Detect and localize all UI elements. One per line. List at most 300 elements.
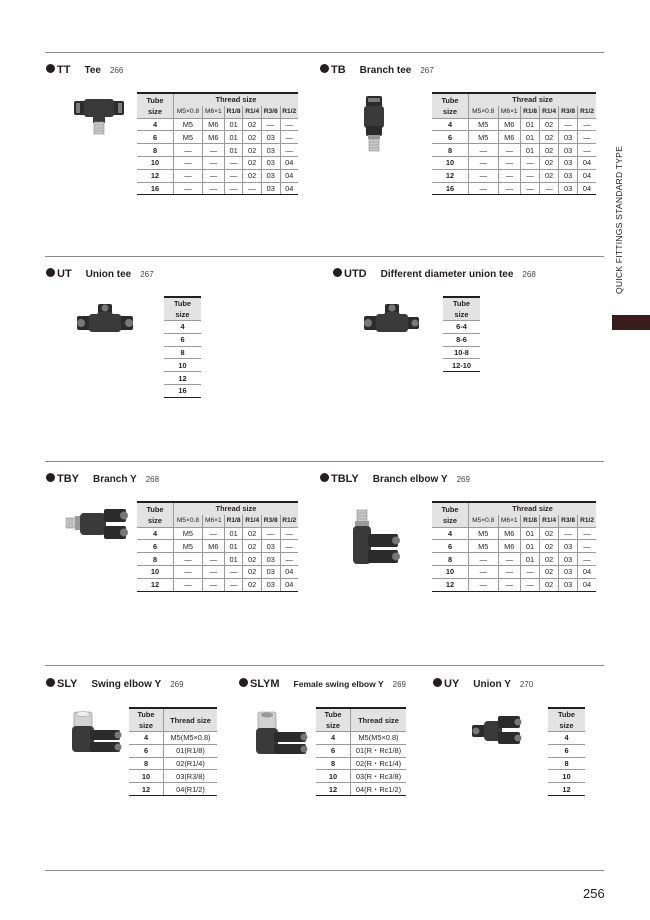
table-row — [129, 770, 217, 783]
divider — [45, 52, 604, 53]
section-title-tby: TBY Branch Y 268 — [46, 473, 159, 485]
table-cell: 03 — [559, 131, 578, 144]
table-cell: — — [521, 565, 540, 578]
table-cell: 02 — [243, 527, 262, 540]
table-row — [432, 156, 596, 169]
table-cell: 4 — [137, 527, 174, 540]
table-cell: — — [280, 540, 298, 553]
table-cell: 8 — [137, 144, 174, 157]
table-cell: 03(R・Rc3/8) — [351, 770, 407, 783]
table-row — [316, 770, 406, 783]
spec-table-sly — [129, 707, 217, 796]
spec-table-ut — [164, 296, 201, 398]
table-row — [432, 578, 596, 591]
table-cell: 03 — [261, 131, 280, 144]
table-cell: 04 — [280, 565, 298, 578]
table-cell: 02 — [540, 169, 559, 182]
table-header-cell: Tube size — [316, 708, 351, 732]
table-cell: M5(M5×0.8) — [351, 732, 407, 745]
table-cell: 10 — [164, 359, 201, 372]
spec-table-tb — [432, 92, 596, 195]
table-cell: 03 — [261, 540, 280, 553]
table-header-cell: R3/8 — [261, 515, 280, 527]
tee-fitting-image — [72, 93, 128, 137]
table-cell: 02 — [243, 118, 262, 131]
table-header-cell: R1/8 — [521, 515, 540, 527]
table-header-cell: Thread size — [174, 502, 299, 515]
table-cell: 16 — [432, 182, 469, 195]
table-cell: — — [202, 182, 224, 195]
female-swing-elbow-y-image — [252, 710, 314, 758]
table-row — [432, 131, 596, 144]
table-cell: 02 — [540, 565, 559, 578]
section-title-tt: TT Tee 266 — [46, 64, 123, 76]
table-cell: 6 — [164, 333, 201, 346]
table-cell: 01(R1/8) — [164, 744, 218, 757]
table-row — [164, 359, 201, 372]
table-cell: — — [243, 182, 262, 195]
table-row — [164, 333, 201, 346]
table-cell: 01 — [224, 540, 243, 553]
table-cell: 04(R1/2) — [164, 783, 218, 796]
table-cell: 8 — [432, 144, 469, 157]
table-cell: — — [498, 156, 521, 169]
table-cell: 02 — [243, 578, 262, 591]
table-cell: — — [224, 156, 243, 169]
table-row — [137, 118, 298, 131]
table-row — [432, 553, 596, 566]
branch-elbow-y-image — [344, 508, 410, 570]
table-cell: 04 — [578, 156, 596, 169]
table-cell: — — [469, 578, 499, 591]
table-cell: — — [224, 565, 243, 578]
table-row — [432, 540, 596, 553]
table-cell: M6 — [498, 540, 521, 553]
table-cell: 4 — [129, 732, 164, 745]
table-cell: 02 — [540, 144, 559, 157]
table-cell: — — [202, 578, 224, 591]
table-cell: — — [224, 578, 243, 591]
table-cell: — — [224, 182, 243, 195]
table-cell: M6 — [202, 540, 224, 553]
table-cell: 02 — [243, 565, 262, 578]
table-cell: M5 — [469, 131, 499, 144]
section-title-sly: SLY Swing elbow Y 269 — [46, 678, 184, 690]
table-cell: 8 — [164, 346, 201, 359]
table-cell: 12 — [548, 783, 585, 796]
page-number: 256 — [583, 886, 605, 901]
table-header-cell: M5×0.8 — [174, 515, 203, 527]
table-cell: — — [280, 144, 298, 157]
table-header-cell: R1/8 — [224, 106, 243, 118]
table-cell: 4 — [548, 732, 585, 745]
table-cell: 01 — [224, 118, 243, 131]
table-header-cell: Tube size — [137, 502, 174, 527]
table-cell: M5 — [469, 527, 499, 540]
table-cell: — — [521, 182, 540, 195]
table-cell: 04 — [578, 169, 596, 182]
branch-y-image — [64, 507, 130, 547]
table-cell: M5 — [469, 118, 499, 131]
table-cell: — — [498, 565, 521, 578]
table-row — [137, 156, 298, 169]
section-title-uy: UY Union Y 270 — [433, 678, 533, 690]
section-title-ut: UT Union tee 267 — [46, 268, 154, 280]
table-cell: 02 — [243, 156, 262, 169]
table-cell: — — [540, 182, 559, 195]
table-row — [137, 169, 298, 182]
table-cell: M6 — [498, 527, 521, 540]
spec-table-slym — [316, 707, 406, 796]
table-cell: M6 — [498, 131, 521, 144]
table-cell: 03 — [559, 156, 578, 169]
table-cell: 02 — [540, 553, 559, 566]
table-cell: 8 — [137, 553, 174, 566]
table-cell: — — [202, 527, 224, 540]
table-header-cell: Thread size — [469, 93, 597, 106]
table-cell: — — [202, 144, 224, 157]
table-cell: 02 — [540, 131, 559, 144]
table-cell: — — [578, 144, 596, 157]
spec-table-tt — [137, 92, 298, 195]
table-cell: — — [280, 118, 298, 131]
table-header-cell: M5×0.8 — [469, 106, 499, 118]
table-cell: — — [280, 527, 298, 540]
table-cell: 02 — [243, 540, 262, 553]
table-cell: — — [498, 578, 521, 591]
table-cell: — — [469, 182, 499, 195]
table-cell: 03 — [261, 156, 280, 169]
table-cell: 01 — [521, 527, 540, 540]
table-header-cell: M6×1 — [202, 515, 224, 527]
table-row — [164, 372, 201, 385]
table-cell: — — [578, 540, 596, 553]
table-cell: — — [521, 169, 540, 182]
table-cell: — — [174, 578, 203, 591]
table-header-cell: R1/8 — [521, 106, 540, 118]
table-cell: — — [261, 118, 280, 131]
table-row — [548, 783, 585, 796]
table-cell: 12 — [432, 578, 469, 591]
table-cell: 04 — [578, 565, 596, 578]
table-cell: 04(R・Rc1/2) — [351, 783, 407, 796]
table-cell: 4 — [137, 118, 174, 131]
side-label: QUICK FITTINGS STANDARD TYPE — [614, 145, 624, 294]
table-cell: — — [559, 118, 578, 131]
table-cell: — — [174, 565, 203, 578]
bullet-icon — [46, 473, 55, 482]
bullet-icon — [320, 473, 329, 482]
table-cell: 02 — [540, 156, 559, 169]
table-cell: 02(R・Rc1/4) — [351, 757, 407, 770]
table-cell: 03 — [261, 169, 280, 182]
table-cell: 12 — [432, 169, 469, 182]
table-header-cell: M6×1 — [498, 106, 521, 118]
table-cell: 10 — [137, 156, 174, 169]
table-cell: 10 — [137, 565, 174, 578]
table-cell: 02(R1/4) — [164, 757, 218, 770]
table-cell: — — [202, 169, 224, 182]
table-header-cell: R3/8 — [559, 106, 578, 118]
table-cell: — — [469, 553, 499, 566]
table-cell: 01 — [224, 553, 243, 566]
table-cell: 03 — [261, 578, 280, 591]
union-y-image — [470, 713, 524, 749]
table-cell: — — [174, 144, 203, 157]
branch-tee-image — [358, 94, 390, 154]
table-cell: 01 — [224, 131, 243, 144]
table-row — [548, 770, 585, 783]
table-header-cell: M6×1 — [202, 106, 224, 118]
table-row — [129, 783, 217, 796]
table-row — [137, 527, 298, 540]
table-cell: — — [578, 118, 596, 131]
table-header-cell: Thread size — [174, 93, 299, 106]
bullet-icon — [46, 268, 55, 277]
table-row — [137, 540, 298, 553]
table-header-cell: R3/8 — [559, 515, 578, 527]
section-title-utd: UTD Different diameter union tee 268 — [333, 268, 536, 280]
bullet-icon — [333, 268, 342, 277]
table-row — [316, 757, 406, 770]
table-header-cell: R3/8 — [261, 106, 280, 118]
table-row — [137, 553, 298, 566]
table-cell: 03 — [559, 182, 578, 195]
table-header-cell: R1/2 — [578, 106, 596, 118]
table-cell: — — [174, 553, 203, 566]
table-cell: — — [498, 169, 521, 182]
table-cell: — — [521, 578, 540, 591]
divider — [45, 665, 604, 666]
table-cell: M6 — [202, 131, 224, 144]
table-cell: — — [521, 156, 540, 169]
table-row — [137, 182, 298, 195]
table-row — [137, 144, 298, 157]
table-cell: 03 — [261, 182, 280, 195]
table-cell: 8 — [129, 757, 164, 770]
table-row — [432, 144, 596, 157]
table-cell: 4 — [432, 527, 469, 540]
table-cell: 04 — [578, 578, 596, 591]
swing-elbow-y-image — [68, 710, 128, 756]
table-header-cell: Tube size — [443, 297, 480, 321]
divider — [45, 870, 604, 871]
union-tee-image — [75, 302, 135, 346]
table-row — [548, 732, 585, 745]
bullet-icon — [46, 678, 55, 687]
table-cell: — — [174, 169, 203, 182]
table-cell: 03 — [559, 169, 578, 182]
table-cell: 04 — [578, 182, 596, 195]
table-cell: 02 — [243, 169, 262, 182]
table-cell: 04 — [280, 156, 298, 169]
table-cell: 03 — [261, 565, 280, 578]
table-cell: — — [559, 527, 578, 540]
table-cell: 6 — [432, 131, 469, 144]
table-cell: 16 — [164, 384, 201, 397]
table-row — [316, 744, 406, 757]
table-cell: 03 — [559, 578, 578, 591]
table-cell: 12 — [137, 578, 174, 591]
table-row — [548, 757, 585, 770]
table-row — [443, 321, 480, 334]
table-cell: 01 — [521, 553, 540, 566]
table-row — [432, 182, 596, 195]
table-cell: 12-10 — [443, 359, 480, 372]
table-row — [443, 359, 480, 372]
table-row — [129, 732, 217, 745]
table-cell: 6 — [548, 744, 585, 757]
table-header-cell: M5×0.8 — [469, 515, 499, 527]
table-header-cell: R1/2 — [280, 106, 298, 118]
table-cell: 12 — [316, 783, 351, 796]
table-cell: — — [498, 144, 521, 157]
section-title-tbly: TBLY Branch elbow Y 269 — [320, 473, 470, 485]
spec-table-utd — [443, 296, 480, 372]
table-cell: — — [202, 565, 224, 578]
bullet-icon — [239, 678, 248, 687]
table-cell: — — [202, 156, 224, 169]
side-tab-marker — [612, 315, 650, 330]
divider — [45, 256, 604, 257]
table-cell: 02 — [243, 553, 262, 566]
table-row — [164, 384, 201, 397]
table-cell: 6 — [316, 744, 351, 757]
bullet-icon — [433, 678, 442, 687]
table-row — [164, 346, 201, 359]
table-cell: — — [469, 565, 499, 578]
table-cell: M5 — [174, 118, 203, 131]
table-header-cell: R1/4 — [540, 106, 559, 118]
table-header-cell: R1/4 — [243, 106, 262, 118]
table-header-cell: R1/4 — [540, 515, 559, 527]
table-cell: M6 — [202, 118, 224, 131]
table-header-cell: Tube size — [432, 502, 469, 527]
table-header-cell: Tube size — [548, 708, 585, 732]
table-cell: 03 — [261, 553, 280, 566]
table-header-cell: Tube size — [164, 297, 201, 321]
table-cell: 6 — [432, 540, 469, 553]
table-cell: — — [224, 169, 243, 182]
table-cell: 03 — [559, 144, 578, 157]
table-cell: 04 — [280, 578, 298, 591]
different-diameter-union-tee-image — [362, 302, 422, 346]
table-cell: 10 — [129, 770, 164, 783]
table-cell: 6 — [137, 131, 174, 144]
table-cell: M5 — [174, 540, 203, 553]
table-cell: 4 — [316, 732, 351, 745]
table-cell: 04 — [280, 169, 298, 182]
table-row — [443, 346, 480, 359]
table-header-cell: M5×0.8 — [174, 106, 203, 118]
table-cell: — — [469, 169, 499, 182]
table-row — [316, 783, 406, 796]
table-cell: — — [280, 553, 298, 566]
table-header-cell: R1/2 — [578, 515, 596, 527]
table-cell: — — [202, 553, 224, 566]
divider — [45, 461, 604, 462]
table-cell: — — [578, 527, 596, 540]
table-cell: — — [498, 182, 521, 195]
table-header-cell: Tube size — [129, 708, 164, 732]
bullet-icon — [320, 64, 329, 73]
table-cell: M6 — [498, 118, 521, 131]
table-cell: — — [280, 131, 298, 144]
table-cell: 03 — [559, 553, 578, 566]
table-row — [432, 565, 596, 578]
table-header-cell: M6×1 — [498, 515, 521, 527]
table-header-cell: R1/2 — [280, 515, 298, 527]
table-cell: 4 — [164, 321, 201, 334]
table-row — [548, 744, 585, 757]
table-row — [129, 744, 217, 757]
table-cell: 10 — [548, 770, 585, 783]
table-cell: — — [469, 156, 499, 169]
table-cell: 12 — [164, 372, 201, 385]
table-cell: 02 — [540, 540, 559, 553]
table-header-cell: Thread size — [351, 708, 407, 732]
table-cell: — — [469, 144, 499, 157]
table-cell: 03 — [261, 144, 280, 157]
table-cell: 10 — [432, 156, 469, 169]
table-header-cell: Thread size — [164, 708, 218, 732]
table-cell: 8 — [316, 757, 351, 770]
table-cell: 16 — [137, 182, 174, 195]
table-cell: 03 — [559, 565, 578, 578]
table-cell: 01 — [521, 540, 540, 553]
table-row — [164, 321, 201, 334]
table-cell: M5 — [174, 527, 203, 540]
table-cell: — — [498, 553, 521, 566]
table-cell: 01 — [224, 144, 243, 157]
table-cell: 03(R3/8) — [164, 770, 218, 783]
spec-table-tbly — [432, 501, 596, 592]
table-cell: 8 — [548, 757, 585, 770]
spec-table-uy — [548, 707, 585, 796]
table-row — [129, 757, 217, 770]
table-cell: 01 — [521, 118, 540, 131]
table-header-cell: Tube size — [137, 93, 174, 118]
table-row — [432, 169, 596, 182]
section-title-tb: TB Branch tee 267 — [320, 64, 434, 76]
table-cell: 02 — [243, 144, 262, 157]
table-cell: 02 — [243, 131, 262, 144]
table-row — [316, 732, 406, 745]
table-cell: M5 — [174, 131, 203, 144]
table-cell: 10-8 — [443, 346, 480, 359]
table-header-cell: Tube size — [432, 93, 469, 118]
table-cell: — — [261, 527, 280, 540]
table-header-cell: Thread size — [469, 502, 597, 515]
table-cell: 10 — [316, 770, 351, 783]
table-row — [432, 118, 596, 131]
table-row — [432, 527, 596, 540]
table-cell: 01(R・Rc1/8) — [351, 744, 407, 757]
table-cell: 02 — [540, 118, 559, 131]
table-cell: 6-4 — [443, 321, 480, 334]
table-cell: 6 — [129, 744, 164, 757]
table-cell: M5(M5×0.8) — [164, 732, 218, 745]
table-cell: 8 — [432, 553, 469, 566]
bullet-icon — [46, 64, 55, 73]
table-cell: 12 — [129, 783, 164, 796]
table-row — [137, 578, 298, 591]
table-cell: — — [174, 156, 203, 169]
table-cell: 6 — [137, 540, 174, 553]
table-header-cell: R1/8 — [224, 515, 243, 527]
table-cell: 10 — [432, 565, 469, 578]
section-title-slym: SLYM Female swing elbow Y 269 — [239, 678, 406, 690]
